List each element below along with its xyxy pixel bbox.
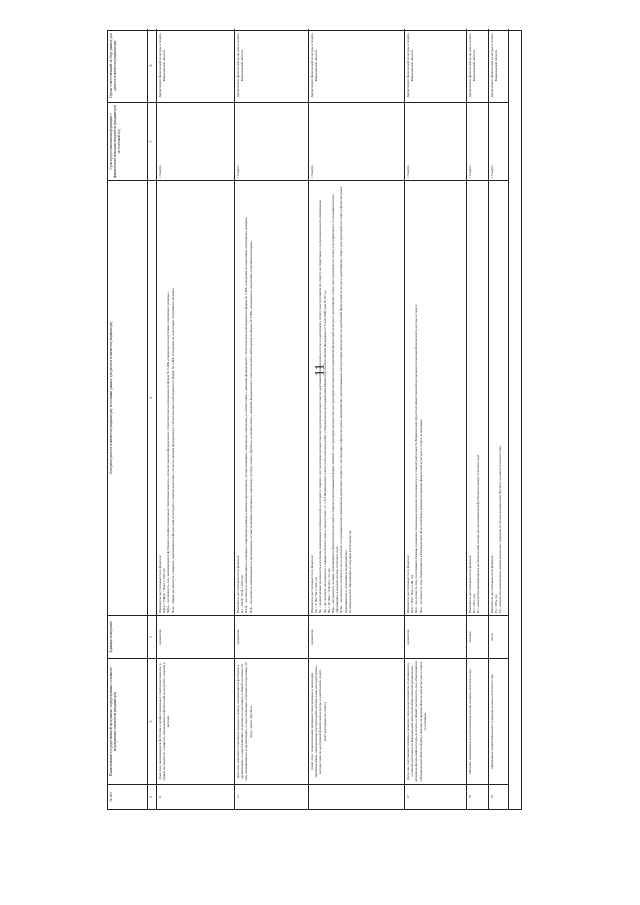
algorithm-line: Кз - количество занимающихся на безоплатной основе детско-юношеским футболом на конец отчетного года [476, 454, 481, 613]
algorithm-line: Чсш - общая численность учащихся, занимающихся физической культурой и спортом в регионе, согласно данным федерального статистического наблюдения по форме № 5-ФК «Сведения по подготовке спортивного резерва» [170, 287, 175, 613]
responsible-organ: Департамент физической культуры и спорта Воронежской области [468, 33, 477, 98]
calculation-algorithm [405, 180, 466, 615]
column-number: 1 [148, 784, 156, 809]
algorithm-line: Чфув - численность лиц, занимающихся футболом в профессиональных спортивных школах, согласно данным федерального статистического наблюдения по форме № 5-ФК «Сведения по подготовке спортивного резерва»; [166, 291, 171, 613]
algorithm-line: Чи = (Σ Чмн + Σ Чувн) / 12, где [326, 568, 331, 613]
rotated-table-container [107, 30, 522, 810]
report-deadline: 15 марта [405, 102, 466, 180]
table-row [235, 29, 309, 809]
unit-of-measure: процентов [157, 615, 234, 658]
header-cell: № п/п [108, 784, 147, 809]
algorithm-line: Показатель рассчитывается по формуле: [468, 554, 472, 613]
indicator-name: Доля лиц, имеющих спортивные разряды и звания, занимающихся футболом в организациях, осуществляющих спортивную подготовку, в общей численности лиц, занимающихся в организациях, осуществляющих спортивную подготовку по виду спорта «футбол» [235, 658, 308, 784]
algorithm-line: Чи - среднегодовая численность населения, занимающегося физической культурой и спортом с инструктором-методистом, инструктором-методистом по адаптивной физической культуре и адаптивному спорту (инструктором по спорту) на территории i-го муниципального образования; [318, 199, 323, 613]
calculation-algorithm [467, 180, 488, 615]
unit-of-measure: процентов [405, 615, 466, 658]
header-cell: Наименование государственной программы, подпрограммы, основного мероприятия, показателя (индикатора) [108, 658, 147, 784]
page-number: 11 [311, 363, 327, 377]
table-row [467, 29, 489, 809]
indicator-name: Охват лиц с ограниченными возможностями здоровья и инвалидов мероприятиями, проводимыми инструкторами-методистами, инструкторами-методистами по адаптивной физической культуре и адаптивному спорту (инструкторами по спорту) [309, 658, 404, 784]
column-number: 2 [148, 658, 156, 784]
column-number: 6 [149, 64, 153, 67]
header-cell: Единицы измерения [108, 615, 147, 658]
responsible-organ: Департамент физической культуры и спорта Воронежской области [490, 33, 499, 98]
row-number: 18 [467, 784, 488, 809]
header-cell: Алгоритм расчета показателя (индикатора), источники данных для расчета показателя (индикатора) [108, 180, 147, 615]
algorithm-line: Показатель рассчитывается по формуле: [406, 554, 410, 613]
algorithm-line: Чувн - численность человек из числа жителей i-го муниципального образования различного возраста, участвующих в физкультурных мероприятиях, организованных инструктором-методистом по адаптивной физической культуре и адаптивному спорту (инструктором по спорту) физкультурных мероприятиях и спортивных мероприятиях [339, 186, 348, 613]
row-number [309, 784, 404, 809]
report-deadline: 15 марта [489, 102, 508, 180]
responsible-organ: Департамент физической культуры и спорта Воронежской области [236, 33, 245, 98]
algorithm-line: Гр - количество проведенных межрегиональных турниров по детско-юношескому футболу на конец отчетного года [498, 446, 503, 613]
column-number: 3 [148, 615, 156, 658]
column-number: 5 [148, 102, 156, 180]
unit-of-measure: процентов [235, 615, 308, 658]
calculation-algorithm [309, 180, 404, 615]
algorithm-line: Показатель рассчитывается по формуле: [310, 554, 314, 613]
algorithm-line: Чоо - численность лиц, обратившихся в Воронежский областной фонд помощи ветеранам физической культуры и спорта за помощью [418, 419, 423, 613]
report-deadline: 15 марта [467, 102, 488, 180]
table-header-row [108, 29, 148, 809]
algorithm-line: Дпп = Чпп / Чоо х 100, где [410, 574, 415, 613]
algorithm-line: Ои = Σ Чи / Чн х 100, где [314, 577, 319, 613]
header-cell: Орган, ответственный за сбор данных для расчета показателя (индикатора) [109, 33, 118, 98]
column-number: 4 [148, 180, 156, 615]
unit-of-measure: процентов [309, 615, 404, 658]
calculation-algorithm [235, 180, 308, 615]
algorithm-line: Чн - численность населения на 1 января отчетного года в соответствии с п. 1.8.3 Федерального плана статистических работ, утвержденного распоряжением Правительства Российской Федерации от 6 мая 2008 года № 671-р; [322, 290, 327, 613]
row-number: 12 [235, 784, 308, 809]
algorithm-line: Дфув = (Чфув / Чсш) х 100, где [162, 568, 167, 613]
indicator-table [107, 30, 522, 810]
row-number: 19 [489, 784, 508, 809]
indicator-name: Доля лиц, получивших помощь в решении социальных вопросов, относящихся к уставной деятельности Воронежской областной общественной организации ветеранов физической культуры и спорта, в общей численности лиц, обратившихся в Воронежский областной фонд помощи ветеранам физической культуры и спорта за помощью [405, 658, 466, 784]
calculation-algorithm [157, 180, 234, 615]
algorithm-line: Дз = Чзсф / Чсф х 100, где [240, 575, 245, 613]
report-deadline: 15 марта [309, 102, 404, 180]
algorithm-line: Чзсф - численность занимающихся, имеющих спортивные разряды и звания в организациях, осуществляющих спортивную подготовку, в соответствии с данными федерального статистического наблюдения по форме № 5-ФК «Сведения по подготовке спортивного резерва»; [244, 216, 249, 613]
row-number: 17 [405, 784, 466, 809]
unit-of-measure: человек [467, 615, 488, 658]
calculation-algorithm [489, 180, 508, 615]
algorithm-line: Чсф - численность занимающихся в организациях, осуществляющих спортивную подготовку по виду спорта «футбол», в соответствии с данными федерального статистического наблюдения по форме № 5-ФК «Сведения по подготовке спортивного резерва» [248, 240, 253, 613]
algorithm-line: Гр = ΣГр, где [494, 594, 499, 613]
table-row [405, 29, 467, 809]
table-row [489, 29, 509, 809]
responsible-organ: Департамент физической культуры и спорта Воронежской области [158, 33, 167, 98]
algorithm-line: Показатель рассчитывается по формуле: [490, 554, 494, 613]
algorithm-line: Чпп - численность лиц, получивших помощь в решении социальных вопросов, относящихся к уставной деятельности Воронежской областной общественной организации ветеранов физической культуры и спорта; [414, 304, 419, 613]
report-deadline: 15 марта [235, 102, 308, 180]
row-number: 11 [157, 784, 234, 809]
responsible-organ: Департамент физической культуры и спорта Воронежской области [310, 33, 319, 98]
algorithm-line: Кз = ΣКз, где [472, 594, 477, 613]
algorithm-line: Показатель рассчитывается по формуле: [158, 554, 162, 613]
column-number-row [148, 29, 157, 809]
algorithm-line: Чмн - численность человек, занимающихся физической культурой и спортом в организованной форме занятий с инструктором-методистом, инструктором-методистом по адаптивной физической культуре и адаптивному спорту (инструктором по спорту) на территории i-го муниципального образования, в каждом месяце отчетного года; [331, 194, 340, 613]
unit-of-measure: штук [489, 615, 508, 658]
table-row [309, 29, 405, 809]
report-deadline: 15 марта [157, 102, 234, 180]
indicator-name: Доля лиц, занимающихся футболом в профессиональных спортивных школах, в общей численности учащихся, занимающихся физической культурой и спортом в регионе [157, 658, 234, 784]
responsible-organ: Департамент физической культуры и спорта Воронежской области [406, 33, 415, 98]
table-row [157, 29, 235, 809]
algorithm-line: Показатель рассчитывается по формуле: [236, 554, 240, 613]
algorithm-line: муниципального образования за текущий (отчетный) год [347, 530, 352, 613]
indicator-name: Наличие занимающихся на безоплатной основе на конец отчетного года [467, 658, 488, 784]
header-cell: Срок предоставления информации о фактическом значении показателя (индикатора) за отчетный год [108, 102, 147, 180]
indicator-name: Проведение межрегиональных турниров на конец отчетного года [489, 658, 508, 784]
